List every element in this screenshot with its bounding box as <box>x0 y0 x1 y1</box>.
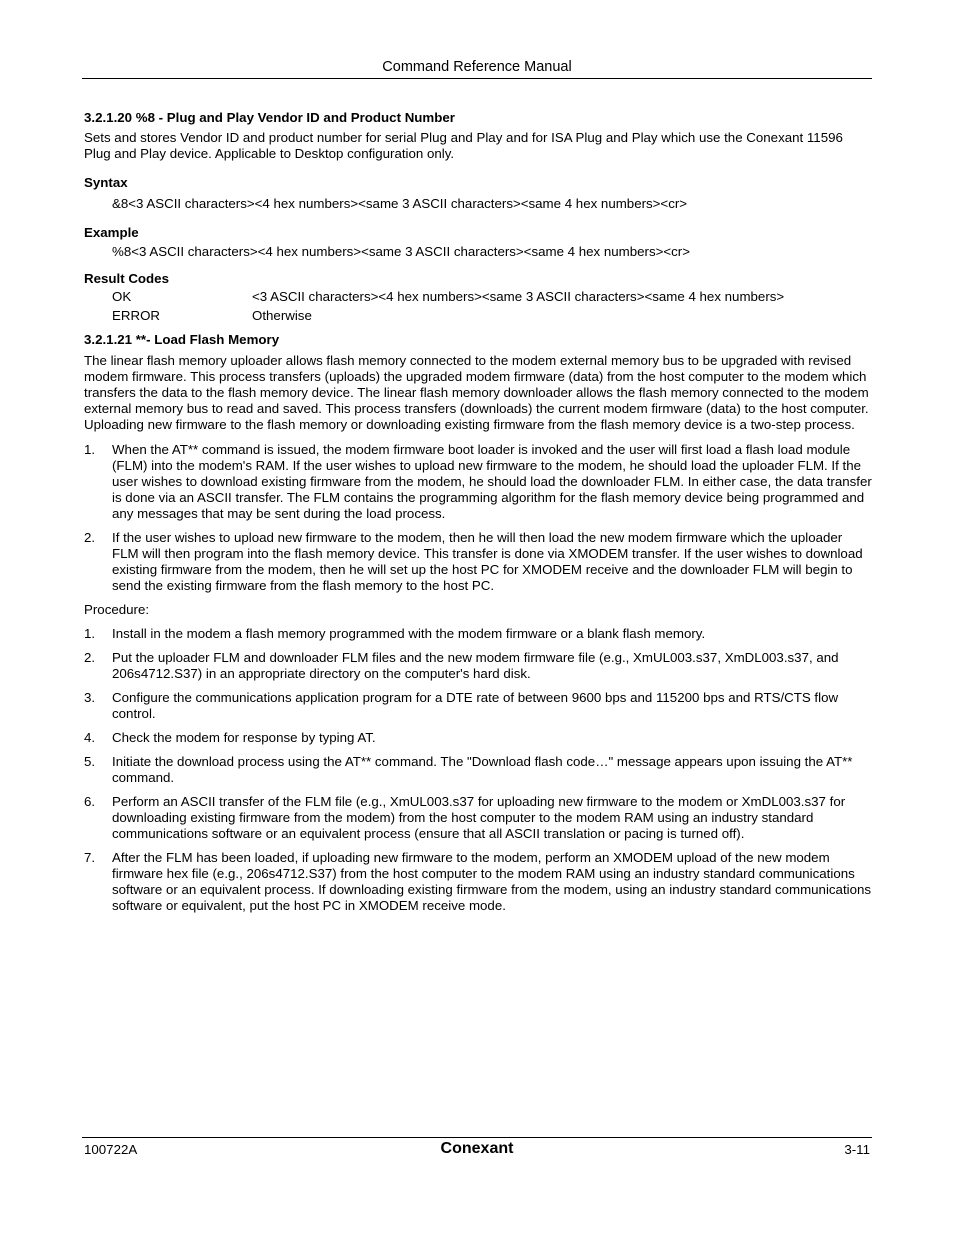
list-text: Install in the modem a flash memory programmed with the modem firmware or a blank flash memory. <box>112 626 706 641</box>
procedure-label: Procedure: <box>84 602 150 617</box>
list-item <box>84 442 872 522</box>
result-codes-table <box>84 287 872 325</box>
section-description: Sets and stores Vendor ID and product number for serial Plug and Play and for ISA Plug and Play which use the Conexant 11596 Plug and Play device. Applicable to Desktop configuration only. <box>84 130 843 161</box>
list-number: 4. <box>84 730 96 745</box>
list-text: Put the uploader FLM and downloader FLM files and the new modem firmware file (e.g., XmUL003.s37, XmDL003.s37, and 206s4712.S37) in an appropriate directory on the computer's hard disk. <box>112 650 839 681</box>
list-number: 1. <box>84 442 96 457</box>
list-text: When the AT** command is issued, the modem firmware boot loader is invoked and the user will first load a flash load module (FLM) into the modem's RAM. If the user wishes to upload new firmware to the modem, he should load the uploader FLM. If the user wishes to download existing firmware from the modem, he should load the downloader FLM. In either case, the data transfer is done via an ASCII transfer. The FLM contains the programming algorithm for the flash memory device being programmed and any messages that may be sent during the load process. <box>112 442 872 521</box>
list-text: Configure the communications application program for a DTE rate of between 9600 bps and 115200 bps and RTS/CTS flow control. <box>112 690 839 721</box>
header-rule <box>82 78 872 79</box>
result-code-desc: <3 ASCII characters><4 hex numbers><same 3 ASCII characters><same 4 hex numbers> <box>252 289 785 304</box>
list-number: 2. <box>84 530 96 545</box>
list-text: Initiate the download process using the AT** command. The "Download flash code…" message appears upon issuing the AT** command. <box>112 754 853 785</box>
list-number: 1. <box>84 626 96 641</box>
list-number: 6. <box>84 794 96 809</box>
list-item <box>84 850 872 914</box>
list-text: After the FLM has been loaded, if uploading new firmware to the modem, perform an XMODEM upload of the new modem firmware hex file (e.g., 206s4712.S37) from the host computer to the modem RAM using an industry standard communications software or an equivalent process. If downloading existing firmware from the modem, using an industry standard communications software or equivalent, put the host PC in XMODEM receive mode. <box>112 850 872 913</box>
syntax-label: Syntax <box>84 175 128 190</box>
list-item <box>84 530 872 594</box>
list-item <box>84 650 872 682</box>
list-number: 5. <box>84 754 96 769</box>
section-heading-3-2-1-20: 3.2.1.20 %8 - Plug and Play Vendor ID and Product Number <box>84 110 455 125</box>
list-item <box>84 730 872 746</box>
footer-company: Conexant <box>440 1140 514 1157</box>
steps-list <box>84 442 872 594</box>
page-header-title: Command Reference Manual <box>382 59 572 75</box>
list-number: 3. <box>84 690 96 705</box>
list-item <box>84 754 872 786</box>
list-item <box>84 690 872 722</box>
list-text: Check the modem for response by typing AT. <box>112 730 376 745</box>
list-text: Perform an ASCII transfer of the FLM file (e.g., XmUL003.s37 for uploading new firmware to the modem or XmDL003.s37 for downloading existing firmware from the modem) from the host computer to the modem RAM using an industry standard communications software or an equivalent process (ensure that all ASCII translation or pacing is turned off). <box>112 794 846 841</box>
result-code: OK <box>112 289 132 304</box>
footer-page-number: 3-11 <box>844 1142 870 1157</box>
list-text: If the user wishes to upload new firmware to the modem, then he will then load the new modem firmware which the uploader FLM will then program into the flash memory device. This transfer is done via XMODEM transfer. If the user wishes to download existing firmware from the modem, then he will set up the host PC for XMODEM receive and the downloader FLM will begin to send the existing firmware from the flash memory to the host PC. <box>112 530 863 593</box>
list-item <box>84 626 872 642</box>
syntax-text: &8<3 ASCII characters><4 hex numbers><same 3 ASCII characters><same 4 hex numbers><cr> <box>112 196 688 211</box>
section-intro: The linear flash memory uploader allows flash memory connected to the modem external memory bus to be upgraded with revised modem firmware. This process transfers (uploads) the upgraded modem firmware (data) from the host computer to the modem which transfers the data to the flash memory device. The linear flash memory downloader allows the flash memory connected to the modem external memory bus to read and saved. This process transfers (downloads) the current modem firmware (data) to the host computer. Uploading new firmware to the flash memory or downloading existing firmware from the flash memory device is a two-step process. <box>84 353 869 432</box>
result-code: ERROR <box>112 308 161 323</box>
footer-rule <box>82 1137 872 1138</box>
list-number: 2. <box>84 650 96 665</box>
result-codes-label: Result Codes <box>84 271 169 286</box>
procedure-list <box>84 626 872 914</box>
example-label: Example <box>84 225 139 240</box>
list-number: 7. <box>84 850 96 865</box>
list-item <box>84 794 872 842</box>
page-content <box>84 110 872 914</box>
result-code-desc: Otherwise <box>252 308 312 323</box>
section-heading-3-2-1-21: 3.2.1.21 **- Load Flash Memory <box>84 332 280 347</box>
example-text: %8<3 ASCII characters><4 hex numbers><same 3 ASCII characters><same 4 hex numbers><cr> <box>112 244 690 259</box>
footer-doc-number: 100722A <box>84 1142 138 1157</box>
